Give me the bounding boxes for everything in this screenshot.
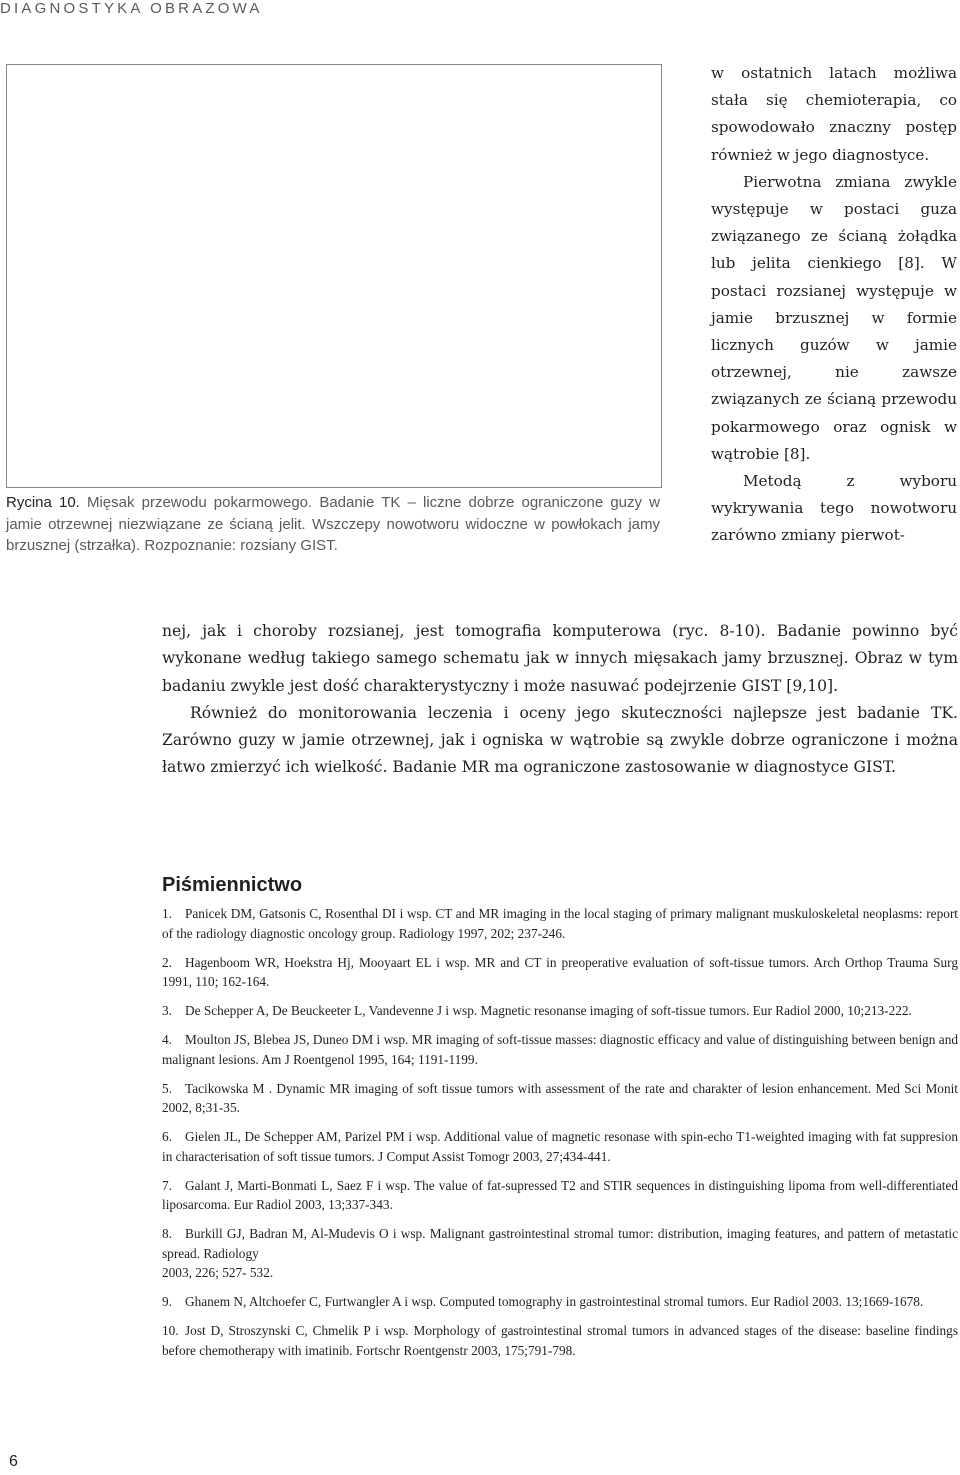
- figure-caption-label: Rycina 10.: [6, 494, 80, 511]
- reference-text: Ghanem N, Altchoefer C, Furtwangler A i wsp. Computed tomography in gastrointestinal stromal tumors. Eur Radiol 2003. 13;1669-1678.: [185, 1294, 924, 1309]
- section-header: DIAGNOSTYKA OBRAZOWA: [0, 0, 263, 17]
- paragraph: w ostatnich latach możliwa stała się chemioterapia, co spowodowało znaczny postęp również w jego diagnostyce.: [711, 64, 957, 164]
- reference-item: [162, 1127, 958, 1166]
- reference-item: [162, 1224, 958, 1283]
- reference-number: 6.: [162, 1129, 172, 1144]
- reference-text-continuation: 2003, 226; 527- 532.: [162, 1265, 274, 1280]
- reference-number: 10.: [162, 1323, 179, 1338]
- references-heading: Piśmiennictwo: [162, 874, 303, 896]
- paragraph: nej, jak i choroby rozsianej, jest tomografia komputerowa (ryc. 8-10). Badanie powinno być wykonane według takiego samego schematu jak w innych mięsakach jamy brzusznej. Obraz w tym badaniu zwykle jest dość charakterystyczny i może nasuwać podejrzenie GIST [9,10].: [162, 622, 958, 695]
- paragraph: Również do monitorowania leczenia i oceny jego skuteczności najlepsze jest badanie TK. Zarówno guzy w jamie otrzewnej, jak i ogniska w wątrobie są zwykle dobrze ograniczone i można łatwo zmierzyć ich wielkość. Badanie MR ma ograniczone zastosowanie w diagnostyce GIST.: [162, 703, 958, 777]
- reference-text: Panicek DM, Gatsonis C, Rosenthal DI i wsp. CT and MR imaging in the local staging of primary malignant muskuloskeletal neoplasms: report of the radiology diagnostic oncology group. Radiology 1997, 202; 237-246.: [162, 906, 958, 941]
- reference-item: [162, 953, 958, 992]
- reference-number: 9.: [162, 1294, 172, 1309]
- reference-item: [162, 1321, 958, 1360]
- reference-item: [162, 1176, 958, 1215]
- reference-text: Gielen JL, De Schepper AM, Parizel PM i wsp. Additional value of magnetic resonase with spin-echo T1-weighted imaging with fat suppresion in characterisation of soft tissue tumors. J Comput Assist Tomogr 2003, 27;434-441.: [162, 1129, 958, 1164]
- paragraph: Pierwotna zmiana zwykle występuje w postaci guza związanego ze ścianą żołądka lub jelita cienkiego [8]. W postaci rozsianej występuje w jamie brzusznej w formie licznych guzów w jamie otrzewnej, nie zawsze związanych ze ścianą przewodu pokarmowego oraz ognisk w wątrobie [8].: [711, 172, 957, 463]
- reference-number: 7.: [162, 1177, 172, 1193]
- figure-caption: [6, 492, 660, 557]
- reference-item: [162, 1001, 958, 1021]
- figure-image-placeholder: [6, 64, 662, 488]
- reference-text: Hagenboom WR, Hoekstra Hj, Mooyaart EL i wsp. MR and CT in preoperative evaluation of soft-tissue tumors. Arch Orthop Trauma Surg 1991, 110; 162-164.: [162, 954, 958, 989]
- reference-item: [162, 1030, 958, 1069]
- reference-number: 4.: [162, 1032, 172, 1047]
- reference-text: Jost D, Stroszynski C, Chmelik P i wsp. Morphology of gastrointestinal stromal tumors in advanced stages of the disease: baseline findings before chemotherapy with imatinib. Fortschr Roentgenstr 2003, 175;791-798.: [162, 1323, 958, 1358]
- reference-text: Moulton JS, Blebea JS, Duneo DM i wsp. MR imaging of soft-tissue masses: diagnostic efficacy and value of distinguishing between benign and malignant lesions. Am J Roentgenol 1995, 164; 1191-1199.: [162, 1032, 958, 1067]
- reference-number: 1.: [162, 906, 172, 921]
- reference-text: De Schepper A, De Beuckeeter L, Vandevenne J i wsp. Magnetic resonanse imaging of soft-tissue tumors. Eur Radiol 2000, 10;213-222.: [185, 1003, 912, 1018]
- reference-number: 2.: [162, 954, 172, 970]
- reference-item: [162, 1292, 958, 1312]
- reference-number: 3.: [162, 1003, 172, 1018]
- reference-text: Galant J, Marti-Bonmati L, Saez F i wsp. The value of fat-supressed T2 and STIR sequences in distinguishing lipoma from well-differentiated liposarcoma. Eur Radiol 2003, 13;337-343.: [162, 1177, 958, 1212]
- reference-number: 8.: [162, 1226, 172, 1241]
- reference-item: [162, 904, 958, 943]
- reference-item: [162, 1079, 958, 1118]
- figure-caption-text: Mięsak przewodu pokarmowego. Badanie TK – liczne dobrze ograniczone guzy w jamie otrzewnej niezwiązane ze ścianą jelit. Wszczepy nowotworu widoczne w powłokach jamy brzusznej (strzałka). Rozpoznanie: rozsiany GIST.: [6, 494, 660, 554]
- reference-number: 5.: [162, 1080, 172, 1096]
- paragraph: Metodą z wyboru wykrywania tego nowotworu zarówno zmiany pierwot-: [711, 472, 957, 545]
- reference-text: Burkill GJ, Badran M, Al-Mudevis O i wsp. Malignant gastrointestinal stromal tumor: distribution, imaging features, and pattern of metastatic spread. Radiology: [162, 1226, 958, 1261]
- body-text: [162, 618, 958, 782]
- page-number: 6: [9, 1453, 18, 1470]
- reference-text: Tacikowska M . Dynamic MR imaging of soft tissue tumors with assessment of the rate and charakter of lesion enhancement. Med Sci Monit 2002, 8;31-35.: [162, 1080, 958, 1115]
- references-list: [162, 904, 958, 1370]
- right-text-column: [711, 60, 957, 550]
